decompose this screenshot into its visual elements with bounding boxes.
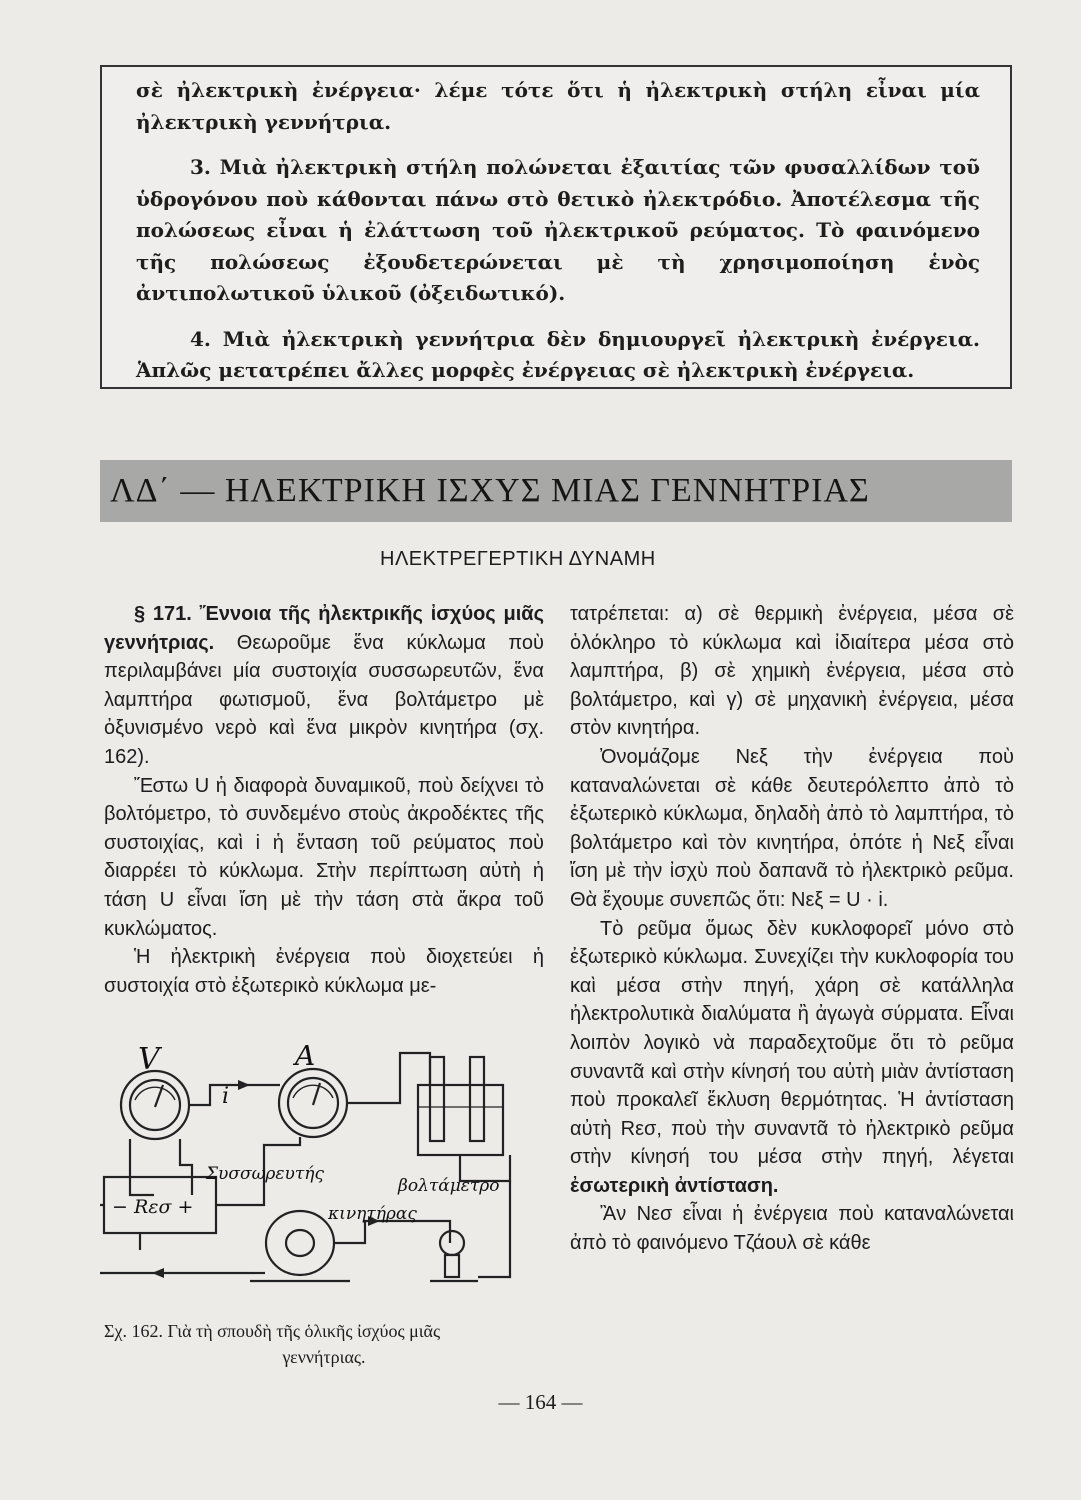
paragraph-heading: § 171. Ἔννοια τῆς ἠλεκτρικῆς ἰσχύος μιᾶς γεννήτριας. — [104, 603, 544, 654]
paragraph-171 — [104, 600, 544, 772]
paragraph-energy: Ἡ ἠλεκτρικὴ ἐνέργεια ποὺ διοχετεύει ἡ συστοιχία στὸ ἐξωτερικὸ κύκλωμα με- — [104, 946, 544, 997]
summary-paragraph-3: 3. Μιὰ ἠλεκτρικὴ στήλη πολώνεται ἐξαιτίας τῶν φυσαλλίδων τοῦ ὑδρογόνου ποὺ κάθονται πάνω στὸ θετικὸ ἠλεκτρόδιο. Ἀποτέλεσμα τῆς πολώσεως εἶναι ἡ ἐλάττωση τοῦ ἠλεκτρικοῦ ρεύματος. Τὸ φαινόμενο τῆς πολώσεως ἐξουδετερώνεται μὲ τὴ χρησιμοποίηση ἑνὸς ἀντιπολωτικοῦ ὑλικοῦ (ὀξειδωτικό). — [136, 155, 980, 305]
paragraph-joule: Ἂν Nεσ εἶναι ἡ ἐνέργεια ποὺ καταναλώνεται ἀπὸ τὸ φαινόμενο Τζάουλ σὲ κάθε — [570, 1203, 1014, 1255]
page-number: — 164 — — [498, 1390, 583, 1414]
left-column — [104, 600, 544, 1000]
battery-symbol: − Rεσ + — [112, 1196, 194, 1218]
paragraph-171-text: Θεωροῦμε ἕνα κύκλωμα ποὺ περιλαμβάνει μία συστοιχία συσσωρευτῶν, ἕνα λαμπτήρα φωτισμοῦ, ἕνα βολτάμετρο μὲ ὀξυνισμένο νερὸ καὶ ἕνα μικρὸν κινητήρα (σχ. 162). — [104, 631, 544, 768]
summary-box — [100, 65, 1012, 389]
paragraph-voltage: Ἔστω U ἡ διαφορὰ δυναμικοῦ, ποὺ δείχνει τὸ βολτόμετρο, τὸ συνδεμένο στοὺς ἀκροδέκτες τῆς συστοιχίας, καὶ i ἡ ἔνταση τοῦ ρεύματος ποὺ διαρρέει τὸ κύκλωμα. Στὴν περίπτωση αὐτὴ ἡ τάση U εἶναι ἴση μὲ τὴν τάση στὰ ἄκρα τοῦ κυκλώματος. — [104, 774, 544, 940]
battery-label: Συσσωρευτής — [206, 1164, 324, 1184]
motor-label: κινητήρας — [328, 1204, 417, 1224]
circuit-figure — [100, 1045, 545, 1307]
paragraph-conversion: τατρέπεται: α) σὲ θερμικὴ ἐνέργεια, μέσα σὲ ὁλόκληρο τὸ κύκλωμα καὶ ἰδιαίτερα μέσα στὸ λαμπτήρα, β) σὲ χημικὴ ἐνέργεια, μέσα στὸ βολτάμετρο, καὶ γ) σὲ μηχανικὴ ἐνέργεια, μέσα στὸν κινητήρα. — [570, 603, 1014, 740]
voltmeter-letter: V — [138, 1045, 160, 1077]
current-arrow — [238, 1080, 250, 1090]
summary-paragraph-4: 4. Μιὰ ἠλεκτρικὴ γεννήτρια δὲν δημιουργεῖ ἠλεκτρικὴ ἐνέργεια. Ἁπλῶς μετατρέπει ἄλλες μορφὲς ἐνέργειας σὲ ἠλεκτρικὴ ἐνέργεια. — [136, 326, 980, 382]
paragraph-internal-resistance-text: Τὸ ρεῦμα ὅμως δὲν κυκλοφορεῖ μόνο στὸ ἐξωτερικὸ κύκλωμα. Συνεχίζει τὴν κυκλοφορία του καὶ μέσα στὴν πηγή, χάρη σὲ κατάλληλα ἠλεκτρολυτικὰ διαλύματα ἢ ἀγωγὰ σύρματα. Εἶναι λοιπὸν λογικὸ νὰ παραδεχτοῦμε ὅτι τὸ ρεῦμα συναντᾶ καὶ στὴν κίνησή του αὐτὴ μιὰν ἀντίσταση ποὺ προκαλεῖ ἔκλυση θερμότητας. Ἡ ἀντίσταση αὐτὴ Rεσ, ποὺ τὴν συναντᾶ τὸ ἠλεκτρικὸ ρεῦμα στὴν κίνησή του μέσα στὴν πηγή, λέγεται — [570, 917, 1014, 1169]
lamp-bulb — [440, 1231, 464, 1255]
paragraph-external-power: Ὀνομάζομε Nεξ τὴν ἐνέργεια ποὺ καταναλώνεται σὲ κάθε δευτερόλεπτο ἀπὸ τὸ ἐξωτερικὸ κύκλωμα, δηλαδὴ ἀπὸ τὸ λαμπτήρα, τὸ βολτάμετρο καὶ τὸν κινητήρα, ὁπότε ἡ Nεξ εἶναι ἴση μὲ τὴν ἰσχὺ ποὺ δαπανᾶ τὸ ἠλεκτρικὸ ρεῦμα. Θὰ ἔχουμε συνεπῶς ὅτι: Nεξ = U · i. — [570, 745, 1014, 911]
figure-caption — [104, 1318, 544, 1370]
summary-paragraph-1: σὲ ἠλεκτρικὴ ἐνέργεια· λέμε τότε ὅτι ἡ ἠλεκτρικὴ στήλη εἶναι μία ἠλεκτρικὴ γεννήτρια. — [136, 78, 980, 134]
term-internal-resistance: ἐσωτερικὴ ἀντίσταση. — [570, 1174, 779, 1197]
current-letter: i — [222, 1084, 230, 1109]
right-column — [570, 600, 1014, 1258]
caption-line-1: Σχ. 162. Γιὰ τὴ σπουδὴ τῆς ὁλικῆς ἰσχύος μιᾶς — [104, 1321, 441, 1341]
motor-body — [266, 1211, 334, 1275]
voltameter-label: βολτάμετρο — [398, 1176, 500, 1196]
ammeter-letter: A — [295, 1045, 316, 1072]
chapter-title: ΛΔ΄ — ΗΛΕΚΤΡΙΚΗ ΙΣΧΥΣ ΜΙΑΣ ΓΕΝΝΗΤΡΙΑΣ — [110, 472, 870, 509]
caption-line-2: γεννήτριας. — [282, 1347, 366, 1367]
paragraph-internal-resistance — [570, 915, 1014, 1201]
section-title: ΗΛΕΚΤΡΕΓΕΡΤΙΚΗ ΔΥΝΑΜΗ — [380, 548, 656, 570]
chapter-heading-band — [100, 460, 1012, 522]
